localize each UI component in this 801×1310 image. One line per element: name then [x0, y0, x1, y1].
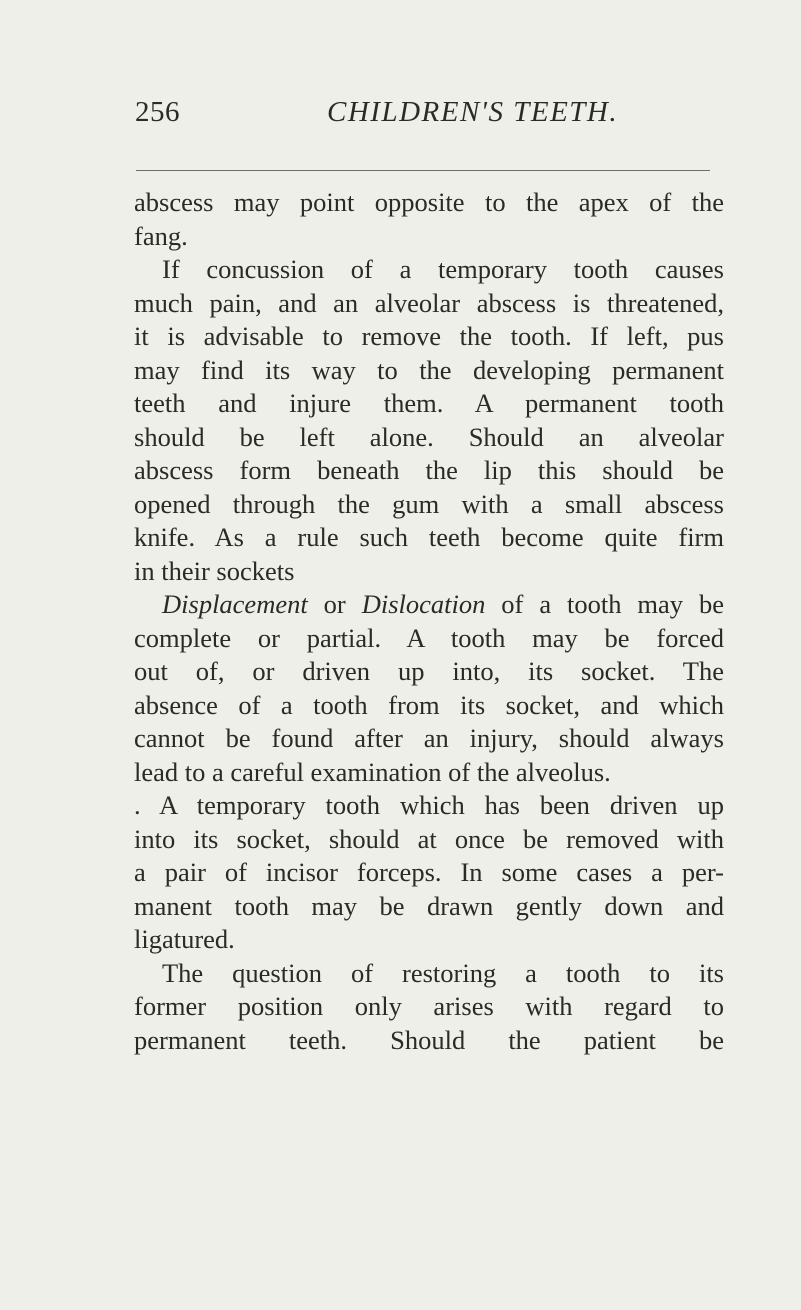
- page-number: 256: [135, 96, 180, 128]
- text-line: much pain, and an alveolar abscess is threatened,: [134, 287, 724, 318]
- text-line: teeth and injure them. A permanent tooth: [134, 388, 724, 418]
- paragraph-start-line: The question of restoring a tooth to its: [162, 957, 724, 988]
- text-line: lead to a careful examination of the alveolus.: [134, 756, 611, 787]
- italic-term-displacement: Displacement: [162, 589, 308, 619]
- text-line: cannot be found after an injury, should always: [134, 723, 724, 753]
- paragraph-start-line: If concussion of a temporary tooth causes: [162, 254, 724, 284]
- text-line: fang.: [134, 220, 188, 251]
- body-text: [134, 186, 724, 1057]
- text-line: it is advisable to remove the tooth. If left, pus: [134, 321, 724, 351]
- text-line: knife. As a rule such teeth become quite firm: [134, 522, 724, 552]
- text-line: manent tooth may be drawn gently down and: [134, 890, 724, 921]
- text-line: out of, or driven up into, its socket. The: [134, 656, 724, 686]
- text-line: abscess may point opposite to the apex of the: [134, 187, 724, 217]
- paragraph-start-line: . A temporary tooth which has been driven up: [134, 790, 724, 820]
- text-line: complete or partial. A tooth may be forced: [134, 622, 724, 653]
- text-line: a pair of incisor forceps. In some cases a per-: [134, 857, 724, 887]
- text-fragment: or: [307, 589, 362, 619]
- running-head: [135, 96, 725, 136]
- text-line: may find its way to the developing permanent: [134, 354, 724, 385]
- text-line: should be left alone. Should an alveolar: [134, 421, 724, 452]
- text-line: into its socket, should at once be removed with: [134, 823, 724, 854]
- header-rule: [136, 170, 710, 171]
- text-line: former position only arises with regard to: [134, 991, 724, 1021]
- text-line: in their sockets: [134, 555, 295, 586]
- italic-term-dislocation: Dislocation: [361, 589, 486, 619]
- text-line: ligatured.: [134, 924, 235, 954]
- text-line: opened through the gum with a small abscess: [134, 488, 724, 519]
- paragraph-start-line: [134, 588, 724, 622]
- text-line: absence of a tooth from its socket, and which: [134, 689, 724, 720]
- text-line: abscess form beneath the lip this should be: [134, 455, 724, 485]
- text-fragment: of a tooth may be: [485, 589, 725, 619]
- text-line: permanent teeth. Should the patient be: [134, 1024, 724, 1055]
- running-title: CHILDREN'S TEETH.: [327, 96, 619, 128]
